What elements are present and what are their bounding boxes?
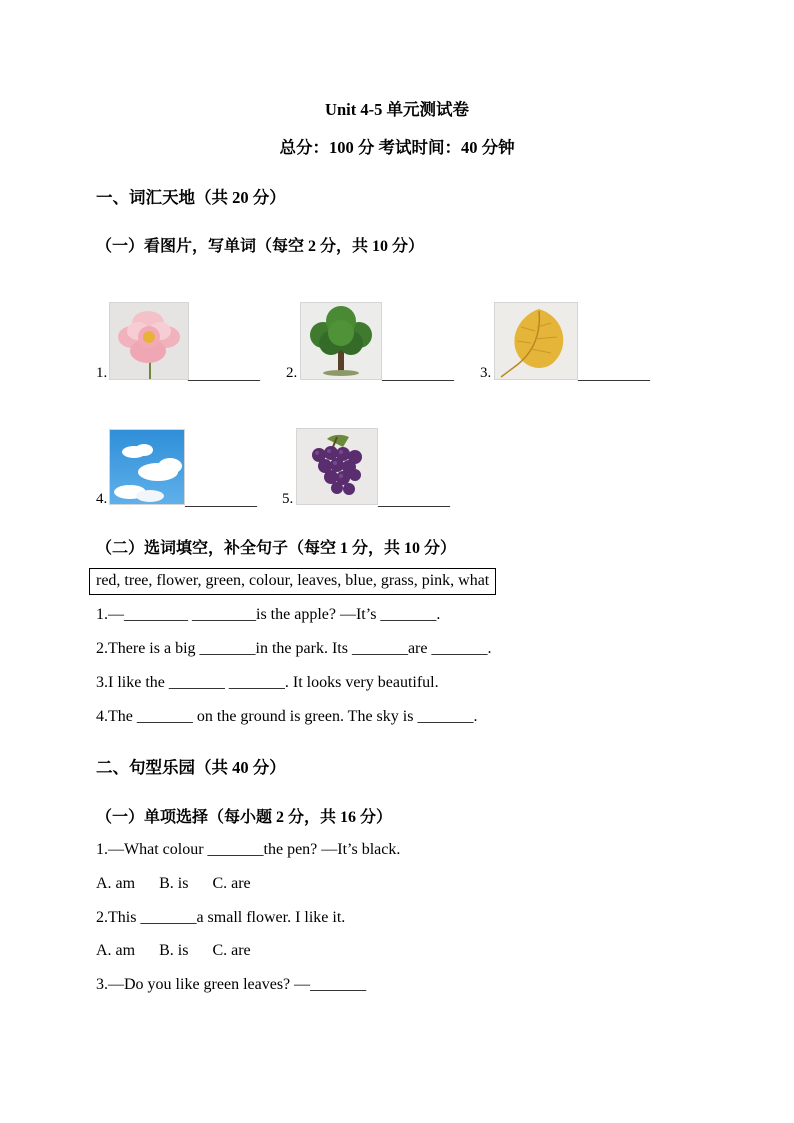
word-bank-box: red, tree, flower, green, colour, leaves, blue, grass, pink, what <box>89 568 496 595</box>
part1-sub2-heading: （二）选词填空，补全句子（每空 1 分，共 10 分） <box>96 540 457 557</box>
item-1-number: 1. <box>96 365 108 381</box>
item-5-blank[interactable]: _________ <box>378 492 450 509</box>
item-3-number: 3. <box>480 365 492 381</box>
fill-sentence-3: 3.I like the _______ _______. It looks very beautiful. <box>96 674 439 691</box>
part1-sub1-heading: （一）看图片，写单词（每空 2 分，共 10 分） <box>96 238 425 255</box>
item-3-blank[interactable]: _________ <box>578 366 650 383</box>
item-2-number: 2. <box>286 365 298 381</box>
mc-options-2: A. am B. is C. are <box>96 942 251 959</box>
mc-question-2: 2.This _______a small flower. I like it. <box>96 909 346 926</box>
tree-picture <box>300 302 382 380</box>
peony-flower-picture <box>109 302 189 380</box>
fill-sentence-1: 1.—________ ________is the apple? —It’s _______. <box>96 606 441 623</box>
item-1-blank[interactable]: _________ <box>188 366 260 383</box>
yellow-leaf-picture <box>494 302 578 380</box>
mc-options-1: A. am B. is C. are <box>96 875 251 892</box>
part2-sub1-heading: （一）单项选择（每小题 2 分，共 16 分） <box>96 809 393 826</box>
item-2-blank[interactable]: _________ <box>382 366 454 383</box>
page-title: Unit 4-5 单元测试卷 <box>325 100 469 119</box>
part2-heading: 二、句型乐园（共 40 分） <box>96 758 286 777</box>
fill-sentence-2: 2.There is a big _______in the park. Its _______are _______. <box>96 640 492 657</box>
blue-sky-clouds-picture <box>109 429 185 505</box>
part1-heading: 一、词汇天地（共 20 分） <box>96 188 286 207</box>
item-5-number: 5. <box>282 491 294 507</box>
fill-sentence-4: 4.The _______ on the ground is green. The sky is _______. <box>96 708 478 725</box>
mc-question-3: 3.—Do you like green leaves? —_______ <box>96 976 367 993</box>
mc-question-1: 1.—What colour _______the pen? —It’s black. <box>96 841 401 858</box>
item-4-blank[interactable]: _________ <box>185 492 257 509</box>
purple-grapes-picture <box>296 428 378 505</box>
item-4-number: 4. <box>96 491 108 507</box>
score-time-info: 总分：100 分 考试时间：40 分钟 <box>279 138 515 157</box>
